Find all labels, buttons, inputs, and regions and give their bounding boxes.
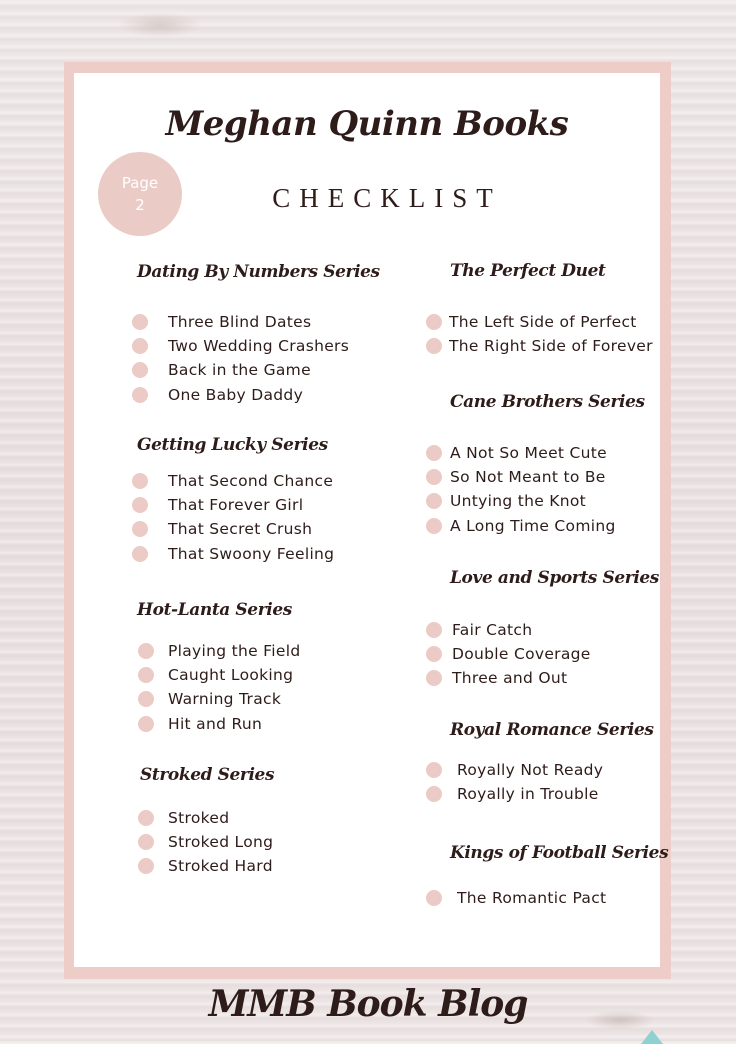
book-checklist-item[interactable]: [132, 469, 334, 493]
checkbox-circle-icon[interactable]: [138, 858, 154, 874]
series-heading: Royal Romance Series: [450, 720, 654, 740]
checkbox-circle-icon[interactable]: [138, 667, 154, 683]
book-title: Royally in Trouble: [457, 785, 599, 804]
book-list-cane-brothers: [426, 441, 616, 538]
book-title: Three and Out: [452, 669, 568, 688]
series-getting-lucky: [137, 435, 328, 455]
book-list-dating-by-numbers: [132, 310, 349, 407]
book-checklist-item[interactable]: [426, 334, 653, 358]
book-checklist-item[interactable]: [426, 666, 591, 690]
book-checklist-item[interactable]: [138, 806, 273, 830]
checkbox-circle-icon[interactable]: [138, 691, 154, 707]
checkbox-circle-icon[interactable]: [138, 834, 154, 850]
book-title: The Romantic Pact: [457, 889, 607, 908]
book-checklist-item[interactable]: [426, 489, 616, 513]
series-kings-of-football: [450, 843, 668, 863]
checkbox-circle-icon[interactable]: [426, 622, 442, 638]
series-stroked: [140, 765, 274, 785]
checkbox-circle-icon[interactable]: [132, 362, 148, 378]
book-checklist-item[interactable]: [138, 687, 300, 711]
book-checklist-item[interactable]: [426, 782, 603, 806]
book-title: A Not So Meet Cute: [450, 444, 607, 463]
book-checklist-item[interactable]: [426, 310, 653, 334]
checkbox-circle-icon[interactable]: [426, 338, 442, 354]
book-title: So Not Meant to Be: [450, 468, 606, 487]
checkbox-circle-icon[interactable]: [426, 314, 442, 330]
book-checklist-item[interactable]: [426, 618, 591, 642]
book-title: Playing the Field: [168, 642, 301, 661]
checkbox-circle-icon[interactable]: [132, 521, 148, 537]
teal-triangle-decoration-icon: [641, 1030, 663, 1044]
checkbox-circle-icon[interactable]: [132, 546, 148, 562]
book-title: Fair Catch: [452, 621, 533, 640]
book-checklist-item[interactable]: [132, 542, 334, 566]
series-heading: Getting Lucky Series: [137, 435, 328, 455]
book-list-stroked: [138, 806, 273, 879]
book-list-getting-lucky: [132, 469, 334, 566]
book-checklist-item[interactable]: [426, 758, 603, 782]
checkbox-circle-icon[interactable]: [426, 445, 442, 461]
series-heading: The Perfect Duet: [450, 261, 606, 281]
series-royal-romance: [450, 720, 654, 740]
series-cane-brothers: [450, 392, 645, 412]
book-title: A Long Time Coming: [450, 516, 616, 535]
book-title: Back in the Game: [168, 361, 311, 380]
series-heading: Love and Sports Series: [450, 568, 659, 588]
checkbox-circle-icon[interactable]: [426, 786, 442, 802]
checkbox-circle-icon[interactable]: [426, 493, 442, 509]
series-love-and-sports: [450, 568, 659, 588]
series-heading: Cane Brothers Series: [450, 392, 645, 412]
book-checklist-item[interactable]: [132, 517, 334, 541]
checkbox-circle-icon[interactable]: [426, 518, 442, 534]
checkbox-circle-icon[interactable]: [426, 646, 442, 662]
series-heading: Dating By Numbers Series: [137, 262, 380, 282]
book-list-kings-of-football: [426, 886, 606, 910]
book-title: That Second Chance: [168, 472, 334, 491]
checkbox-circle-icon[interactable]: [138, 716, 154, 732]
book-title: That Secret Crush: [168, 520, 313, 539]
series-dating-by-numbers: [137, 262, 380, 282]
book-title: Untying the Knot: [450, 492, 587, 511]
series-the-perfect-duet: [450, 261, 605, 281]
book-checklist-item[interactable]: [138, 854, 273, 878]
page-title: Meghan Quinn Books: [165, 104, 569, 144]
checkbox-circle-icon[interactable]: [138, 643, 154, 659]
book-list-the-perfect-duet: [426, 310, 653, 358]
page-number-badge: [98, 152, 182, 236]
book-title: That Swoony Feeling: [168, 544, 335, 563]
book-title: Stroked Long: [168, 833, 274, 852]
blog-name-footer: MMB Book Blog: [208, 983, 528, 1025]
book-title: Stroked: [168, 809, 230, 828]
book-checklist-item[interactable]: [132, 334, 349, 358]
book-title: Two Wedding Crashers: [168, 337, 350, 356]
book-title: Caught Looking: [168, 666, 294, 685]
book-title: The Right Side of Forever: [449, 337, 653, 356]
series-heading: Stroked Series: [140, 765, 275, 785]
book-title: Hit and Run: [168, 714, 263, 733]
book-title: Warning Track: [168, 690, 282, 709]
book-list-hot-lanta: [138, 639, 300, 736]
book-list-royal-romance: [426, 758, 603, 806]
book-checklist-item[interactable]: [426, 886, 606, 910]
book-title: Royally Not Ready: [457, 761, 604, 780]
page-badge-number: 2: [135, 196, 145, 214]
series-heading: Hot-Lanta Series: [137, 600, 292, 620]
checkbox-circle-icon[interactable]: [132, 497, 148, 513]
checkbox-circle-icon[interactable]: [138, 810, 154, 826]
checkbox-circle-icon[interactable]: [132, 314, 148, 330]
series-heading: Kings of Football Series: [450, 843, 669, 863]
book-title: That Forever Girl: [168, 496, 304, 515]
book-title: Double Coverage: [452, 645, 591, 664]
book-checklist-item[interactable]: [132, 358, 349, 382]
book-checklist-item[interactable]: [426, 465, 616, 489]
checkbox-circle-icon[interactable]: [426, 670, 442, 686]
book-checklist-item[interactable]: [138, 639, 300, 663]
book-title: Stroked Hard: [168, 857, 273, 876]
book-checklist-item[interactable]: [426, 441, 616, 465]
page-badge-label: Page: [121, 174, 159, 192]
book-checklist-item[interactable]: [138, 663, 300, 687]
series-hot-lanta: [137, 600, 292, 620]
checkbox-circle-icon[interactable]: [426, 469, 442, 485]
book-checklist-item[interactable]: [138, 830, 273, 854]
checkbox-circle-icon[interactable]: [426, 762, 442, 778]
book-checklist-item[interactable]: [138, 712, 300, 736]
book-checklist-item[interactable]: [132, 383, 349, 407]
book-checklist-item[interactable]: [426, 514, 616, 538]
checkbox-circle-icon[interactable]: [426, 890, 442, 906]
book-title: One Baby Daddy: [168, 385, 304, 404]
checkbox-circle-icon[interactable]: [132, 473, 148, 489]
checkbox-circle-icon[interactable]: [132, 338, 148, 354]
book-title: The Left Side of Perfect: [449, 313, 637, 332]
book-title: Three Blind Dates: [168, 313, 312, 332]
checklist-subtitle: CHECKLIST: [272, 183, 502, 213]
book-list-love-and-sports: [426, 618, 591, 691]
book-checklist-item[interactable]: [132, 493, 334, 517]
book-checklist-item[interactable]: [426, 642, 591, 666]
checkbox-circle-icon[interactable]: [132, 387, 148, 403]
book-checklist-item[interactable]: [132, 310, 349, 334]
